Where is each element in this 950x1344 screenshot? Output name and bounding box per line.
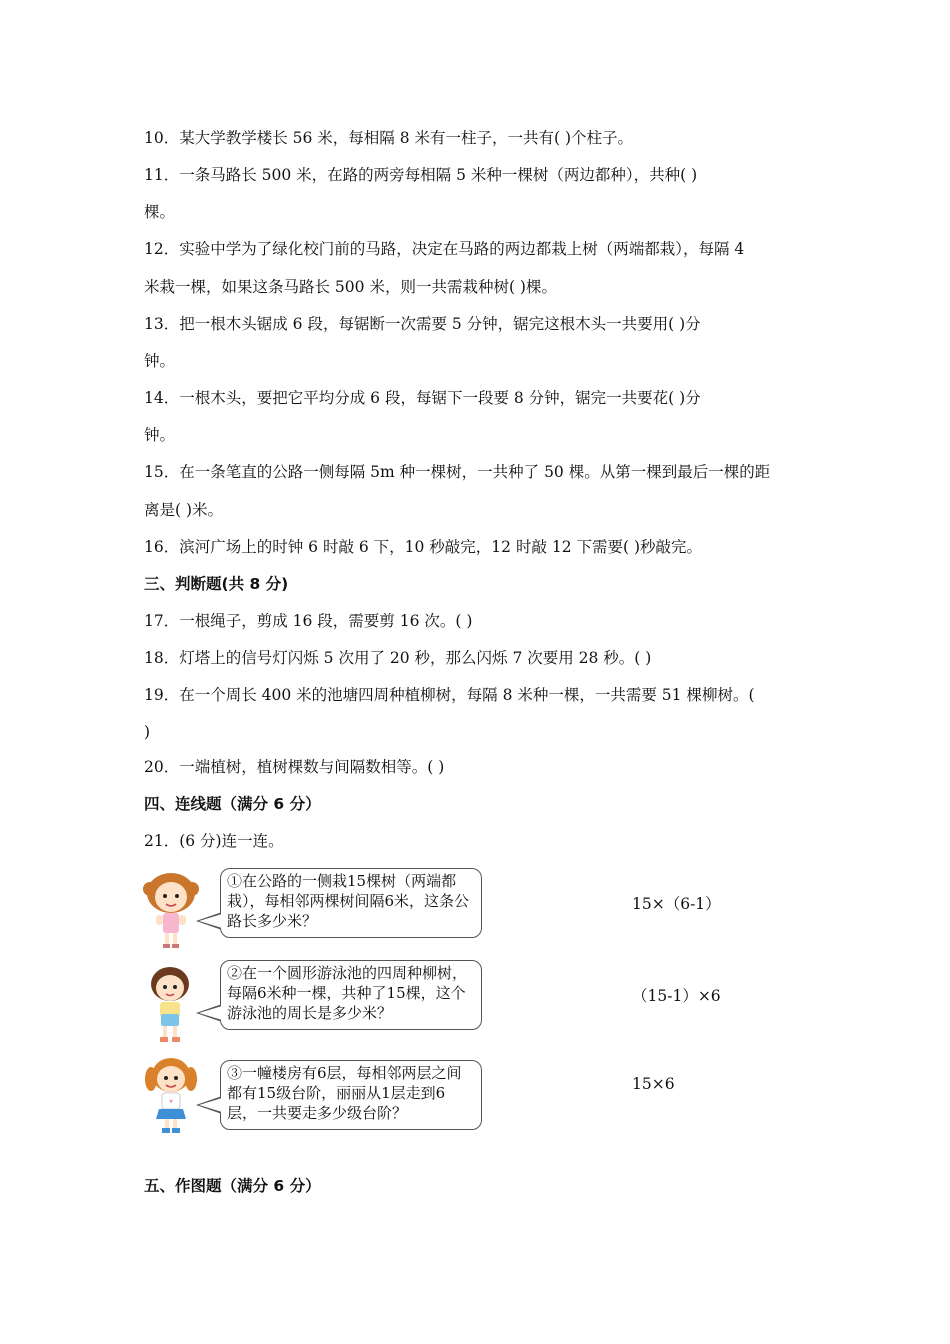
girl-illustration-1 xyxy=(142,867,200,949)
bubble-text-3: ③一幢楼房有6层，每相邻两层之间都有15级台阶，丽丽从1层走到6层，一共要走多少级台阶？ xyxy=(227,1064,462,1122)
speech-bubble-1 xyxy=(220,868,482,938)
bubble-text-2: ②在一个圆形游泳池的四周种柳树，每隔6米种一棵，共种了15棵，这个游泳池的周长是多少米？ xyxy=(227,964,468,1022)
line-q12: 12．实验中学为了绿化校门前的马路，决定在马路的两边都栽上树（两端都栽），每隔 4 xyxy=(144,240,745,258)
expression-3: 15×6 xyxy=(632,1075,675,1093)
line-q15-cont: 离是( )米。 xyxy=(144,501,224,519)
line-q13: 13．把一根木头锯成 6 段，每锯断一次需要 5 分钟，锯完这根木头一共要用( )分 xyxy=(144,315,701,333)
bubble-text-1: ①在公路的一侧栽15棵树（两端都栽），每相邻两棵树间隔6米，这条公路长多少米？ xyxy=(227,872,470,930)
bubble-tail-inner-2 xyxy=(199,1006,222,1020)
bubble-tail-inner-3 xyxy=(199,1098,222,1112)
speech-bubble-2 xyxy=(220,960,482,1030)
line-q19: 19．在一个周长 400 米的池塘四周种植柳树，每隔 8 米种一棵，一共需要 51 棵柳树。( xyxy=(144,686,755,704)
line-q11: 11．一条马路长 500 米，在路的两旁每相隔 5 米种一棵树（两边都种），共种( ) xyxy=(144,166,698,184)
line-q15: 15．在一条笔直的公路一侧每隔 5m 种一棵树，一共种了 50 棵。从第一棵到最后一棵的距 xyxy=(144,463,771,481)
line-q21: 21．(6 分)连一连。 xyxy=(144,832,284,850)
expression-2: （15-1）×6 xyxy=(632,987,721,1005)
line-q11-cont: 棵。 xyxy=(144,203,176,221)
girl-illustration-3 xyxy=(142,1053,200,1135)
section-heading-matching: 四、连线题（满分 6 分） xyxy=(144,795,321,813)
line-q14-cont: 钟。 xyxy=(144,426,176,444)
line-q12-cont: 米栽一棵，如果这条马路长 500 米，则一共需栽种树( )棵。 xyxy=(144,278,557,296)
line-q18: 18．灯塔上的信号灯闪烁 5 次用了 20 秒，那么闪烁 7 次要用 28 秒。( ) xyxy=(144,649,652,667)
line-q17: 17．一根绳子，剪成 16 段，需要剪 16 次。( ) xyxy=(144,612,473,630)
girl-illustration-2 xyxy=(142,962,200,1044)
section-heading-drawing: 五、作图题（满分 6 分） xyxy=(144,1177,321,1195)
line-q19-cont: ) xyxy=(144,723,151,741)
line-q16: 16．滨河广场上的时钟 6 时敲 6 下，10 秒敲完，12 时敲 12 下需要( )秒敲完。 xyxy=(144,538,703,556)
bubble-tail-inner-1 xyxy=(199,914,222,928)
section-heading-judgment: 三、判断题(共 8 分) xyxy=(144,575,289,593)
speech-bubble-3 xyxy=(220,1060,482,1130)
expression-1: 15×（6-1） xyxy=(632,895,721,913)
line-q13-cont: 钟。 xyxy=(144,352,176,370)
line-q10: 10．某大学教学楼长 56 米，每相隔 8 米有一柱子，一共有( )个柱子。 xyxy=(144,129,634,147)
line-q20: 20．一端植树，植树棵数与间隔数相等。( ) xyxy=(144,758,445,776)
line-q14: 14．一根木头，要把它平均分成 6 段，每锯下一段要 8 分钟，锯完一共要花( )分 xyxy=(144,389,701,407)
